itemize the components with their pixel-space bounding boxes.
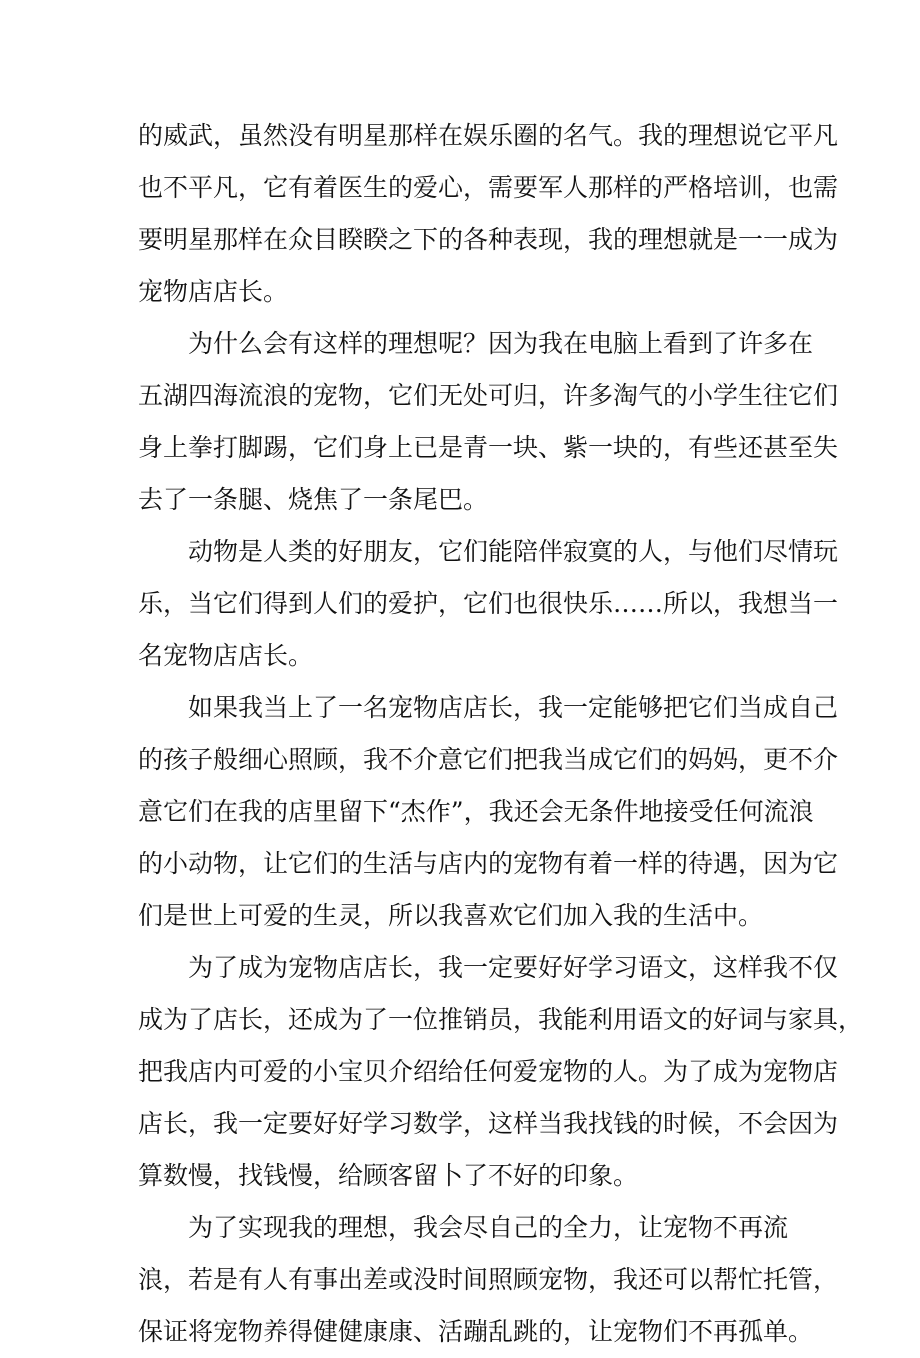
text-line: 意它们在我的店里留下“杰作”，我还会无条件地接受任何流浪 [138,797,814,826]
text-line: 身上拳打脚踢，它们身上已是青一块、紫一块的，有些还甚至失 [138,433,839,462]
text-line: 的小动物，让它们的生活与店内的宠物有着一样的待遇，因为它 [138,849,839,878]
text-line: 动物是人类的好朋友，它们能陪伴寂寞的人，与他们尽情玩 [188,537,839,566]
text-line: 也不平凡，它有着医生的爱心，需要军人那样的严格培训，也需 [138,173,839,202]
paragraph-2 [138,318,839,526]
paragraph-5 [138,942,864,1202]
text-line: 的威武，虽然没有明星那样在娱乐圈的名气。我的理想说它平凡 [138,121,839,150]
text-line: 们是世上可爱的生灵，所以我喜欢它们加入我的生活中。 [138,901,764,930]
text-line: 把我店内可爱的小宝贝介绍给任何爱宠物的人。为了成为宠物店 [138,1057,839,1086]
paragraph-3 [138,526,839,682]
text-line: 的孩子般细心照顾，我不介意它们把我当成它们的妈妈，更不介 [138,745,839,774]
text-line: 店长，我一定要好好学习数学，这样当我找钱的时候，不会因为 [138,1109,839,1138]
paragraph-4 [138,682,839,942]
text-line: 保证将宠物养得健健康康、活蹦乱跳的，让宠物们不再孤单。 [138,1317,814,1346]
paragraph-6 [138,1202,839,1358]
document-body [138,110,864,1358]
text-line: 五湖四海流浪的宠物，它们无处可归，许多淘气的小学生往它们 [138,381,839,410]
text-line: 名宠物店店长。 [138,641,314,670]
text-line: 为了成为宠物店店长，我一定要好好学习语文，这样我不仅 [188,953,839,982]
text-line: 去了一条腿、烧焦了一条尾巴。 [138,485,489,514]
text-line: 为什么会有这样的理想呢？因为我在电脑上看到了许多在 [188,329,814,358]
text-line: 浪，若是有人有事出差或没时间照顾宠物，我还可以帮忙托管， [138,1265,839,1294]
text-line: 宠物店店长。 [138,277,289,306]
text-line: 如果我当上了一名宠物店店长，我一定能够把它们当成自己 [188,693,839,722]
text-line: 乐，当它们得到人们的爱护，它们也很快乐……所以，我想当一 [138,589,839,618]
paragraph-1 [138,110,839,318]
text-line: 成为了店长，还成为了一位推销员，我能利用语文的好词与家具， [138,1005,864,1034]
text-line: 要明星那样在众目睽睽之下的各种表现，我的理想就是一一成为 [138,225,839,254]
text-line: 为了实现我的理想，我会尽自己的全力，让宠物不再流 [188,1213,789,1242]
text-line: 算数慢，找钱慢，给顾客留卜了不好的印象。 [138,1161,639,1190]
